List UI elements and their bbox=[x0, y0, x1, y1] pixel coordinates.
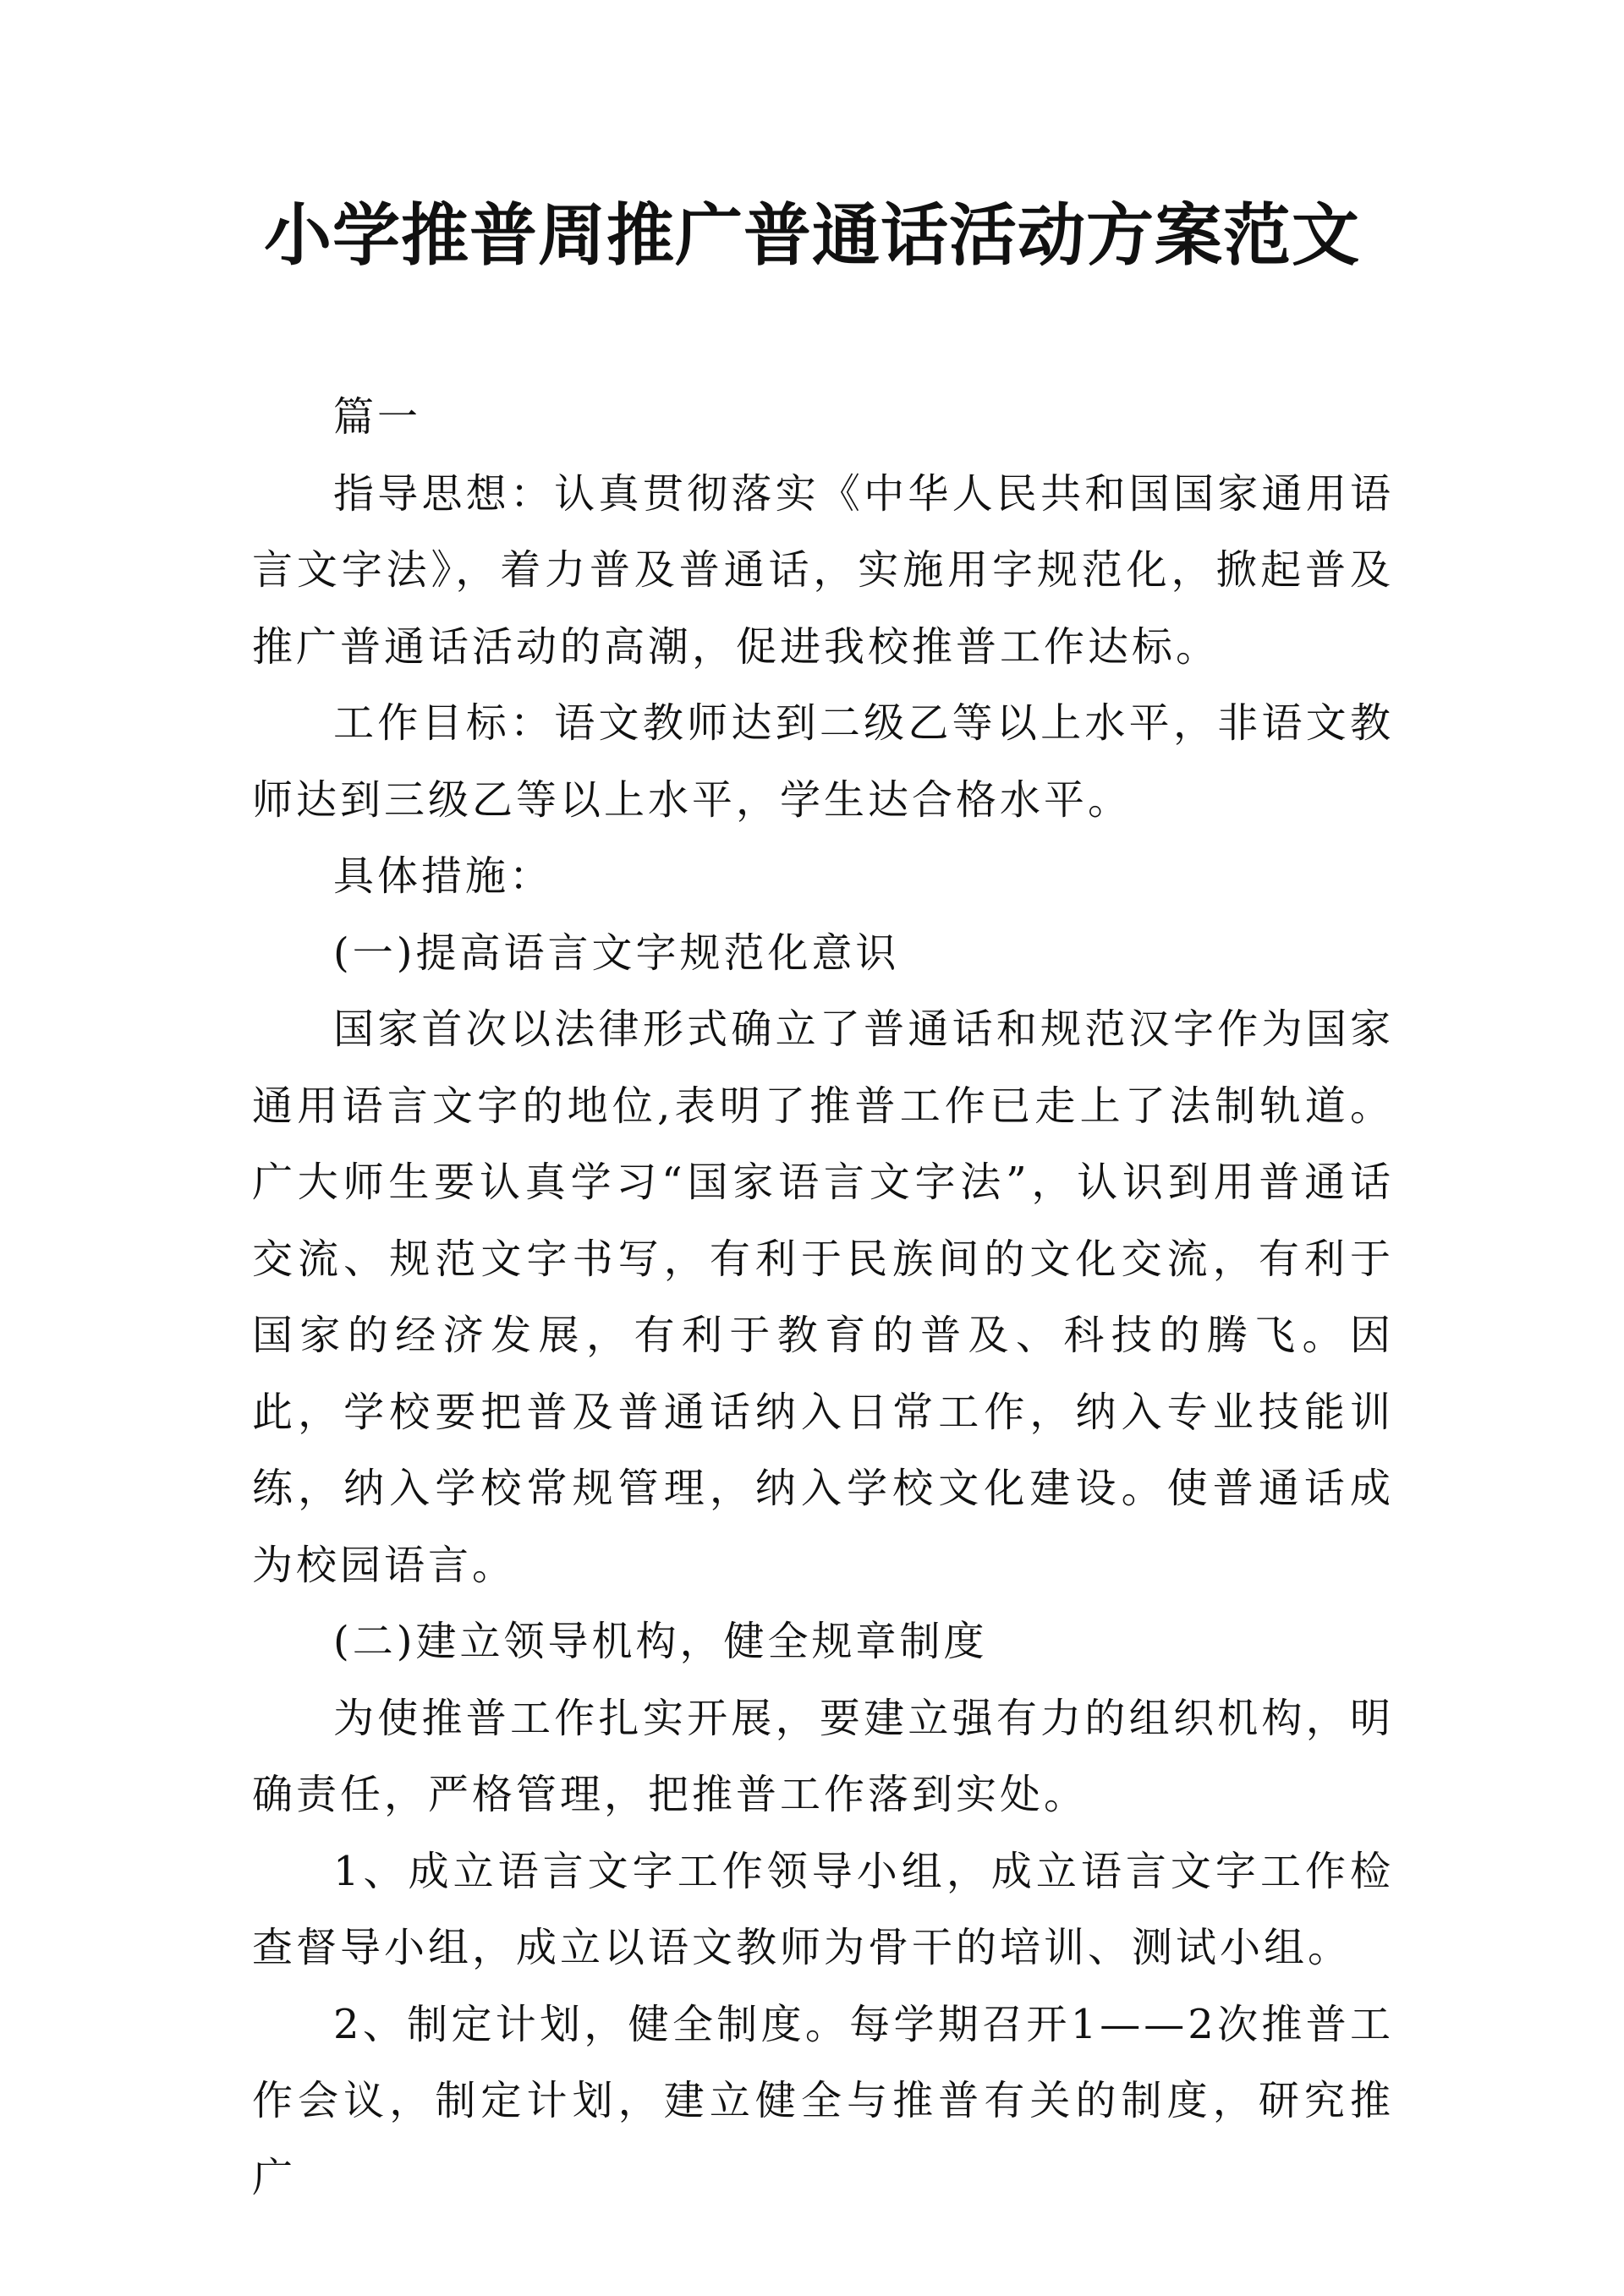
paragraph-body-1: 国家首次以法律形式确立了普通话和规范汉字作为国家通用语言文字的地位,表明了推普工作已走上了法制轨道。广大师生要认真学习“国家语言文字法”，认识到用普通话交流、规范文字书写，有利于民族间的文化交流，有利于国家的经济发展，有利于教育的普及、科技的腾飞。因此，学校要把普及普通话纳入日常工作，纳入专业技能训练，纳入学校常规管理，纳入学校文化建设。使普通话成为校园语言。 bbox=[252, 1006, 1394, 1589]
paragraph-body-2: 为使推普工作扎实开展，要建立强有力的组织机构，明确责任，严格管理，把推普工作落到实处。 bbox=[252, 1694, 1394, 1818]
paragraph-measures-heading: 具体措施： bbox=[333, 852, 554, 900]
document-body bbox=[252, 379, 1394, 2216]
paragraph-item-1: 1、成立语言文字工作领导小组，成立语言文字工作检查督导小组，成立以语文教师为骨干的培训、测试小组。 bbox=[252, 1847, 1394, 1971]
document-title: 小学推普周推广普通话活动方案范文 bbox=[264, 195, 1360, 275]
paragraph-section-heading: 篇一 bbox=[333, 393, 422, 441]
paragraph-guiding-thought: 指导思想：认真贯彻落实《中华人民共和国国家通用语言文字法》，着力普及普通话，实施用字规范化，掀起普及推广普通话活动的高潮，促进我校推普工作达标。 bbox=[252, 469, 1394, 671]
paragraph-subheading-2: (二)建立领导机构，健全规章制度 bbox=[333, 1618, 988, 1665]
paragraph-subheading-1: (一)提高语言文字规范化意识 bbox=[333, 929, 900, 977]
paragraph-work-goal: 工作目标：语文教师达到二级乙等以上水平，非语文教师达到三级乙等以上水平，学生达合格水平。 bbox=[252, 699, 1394, 824]
paragraph-item-2: 2、制定计划，健全制度。每学期召开1——2次推普工作会议，制定计划，建立健全与推普有关的制度，研究推广 bbox=[252, 2000, 1394, 2201]
